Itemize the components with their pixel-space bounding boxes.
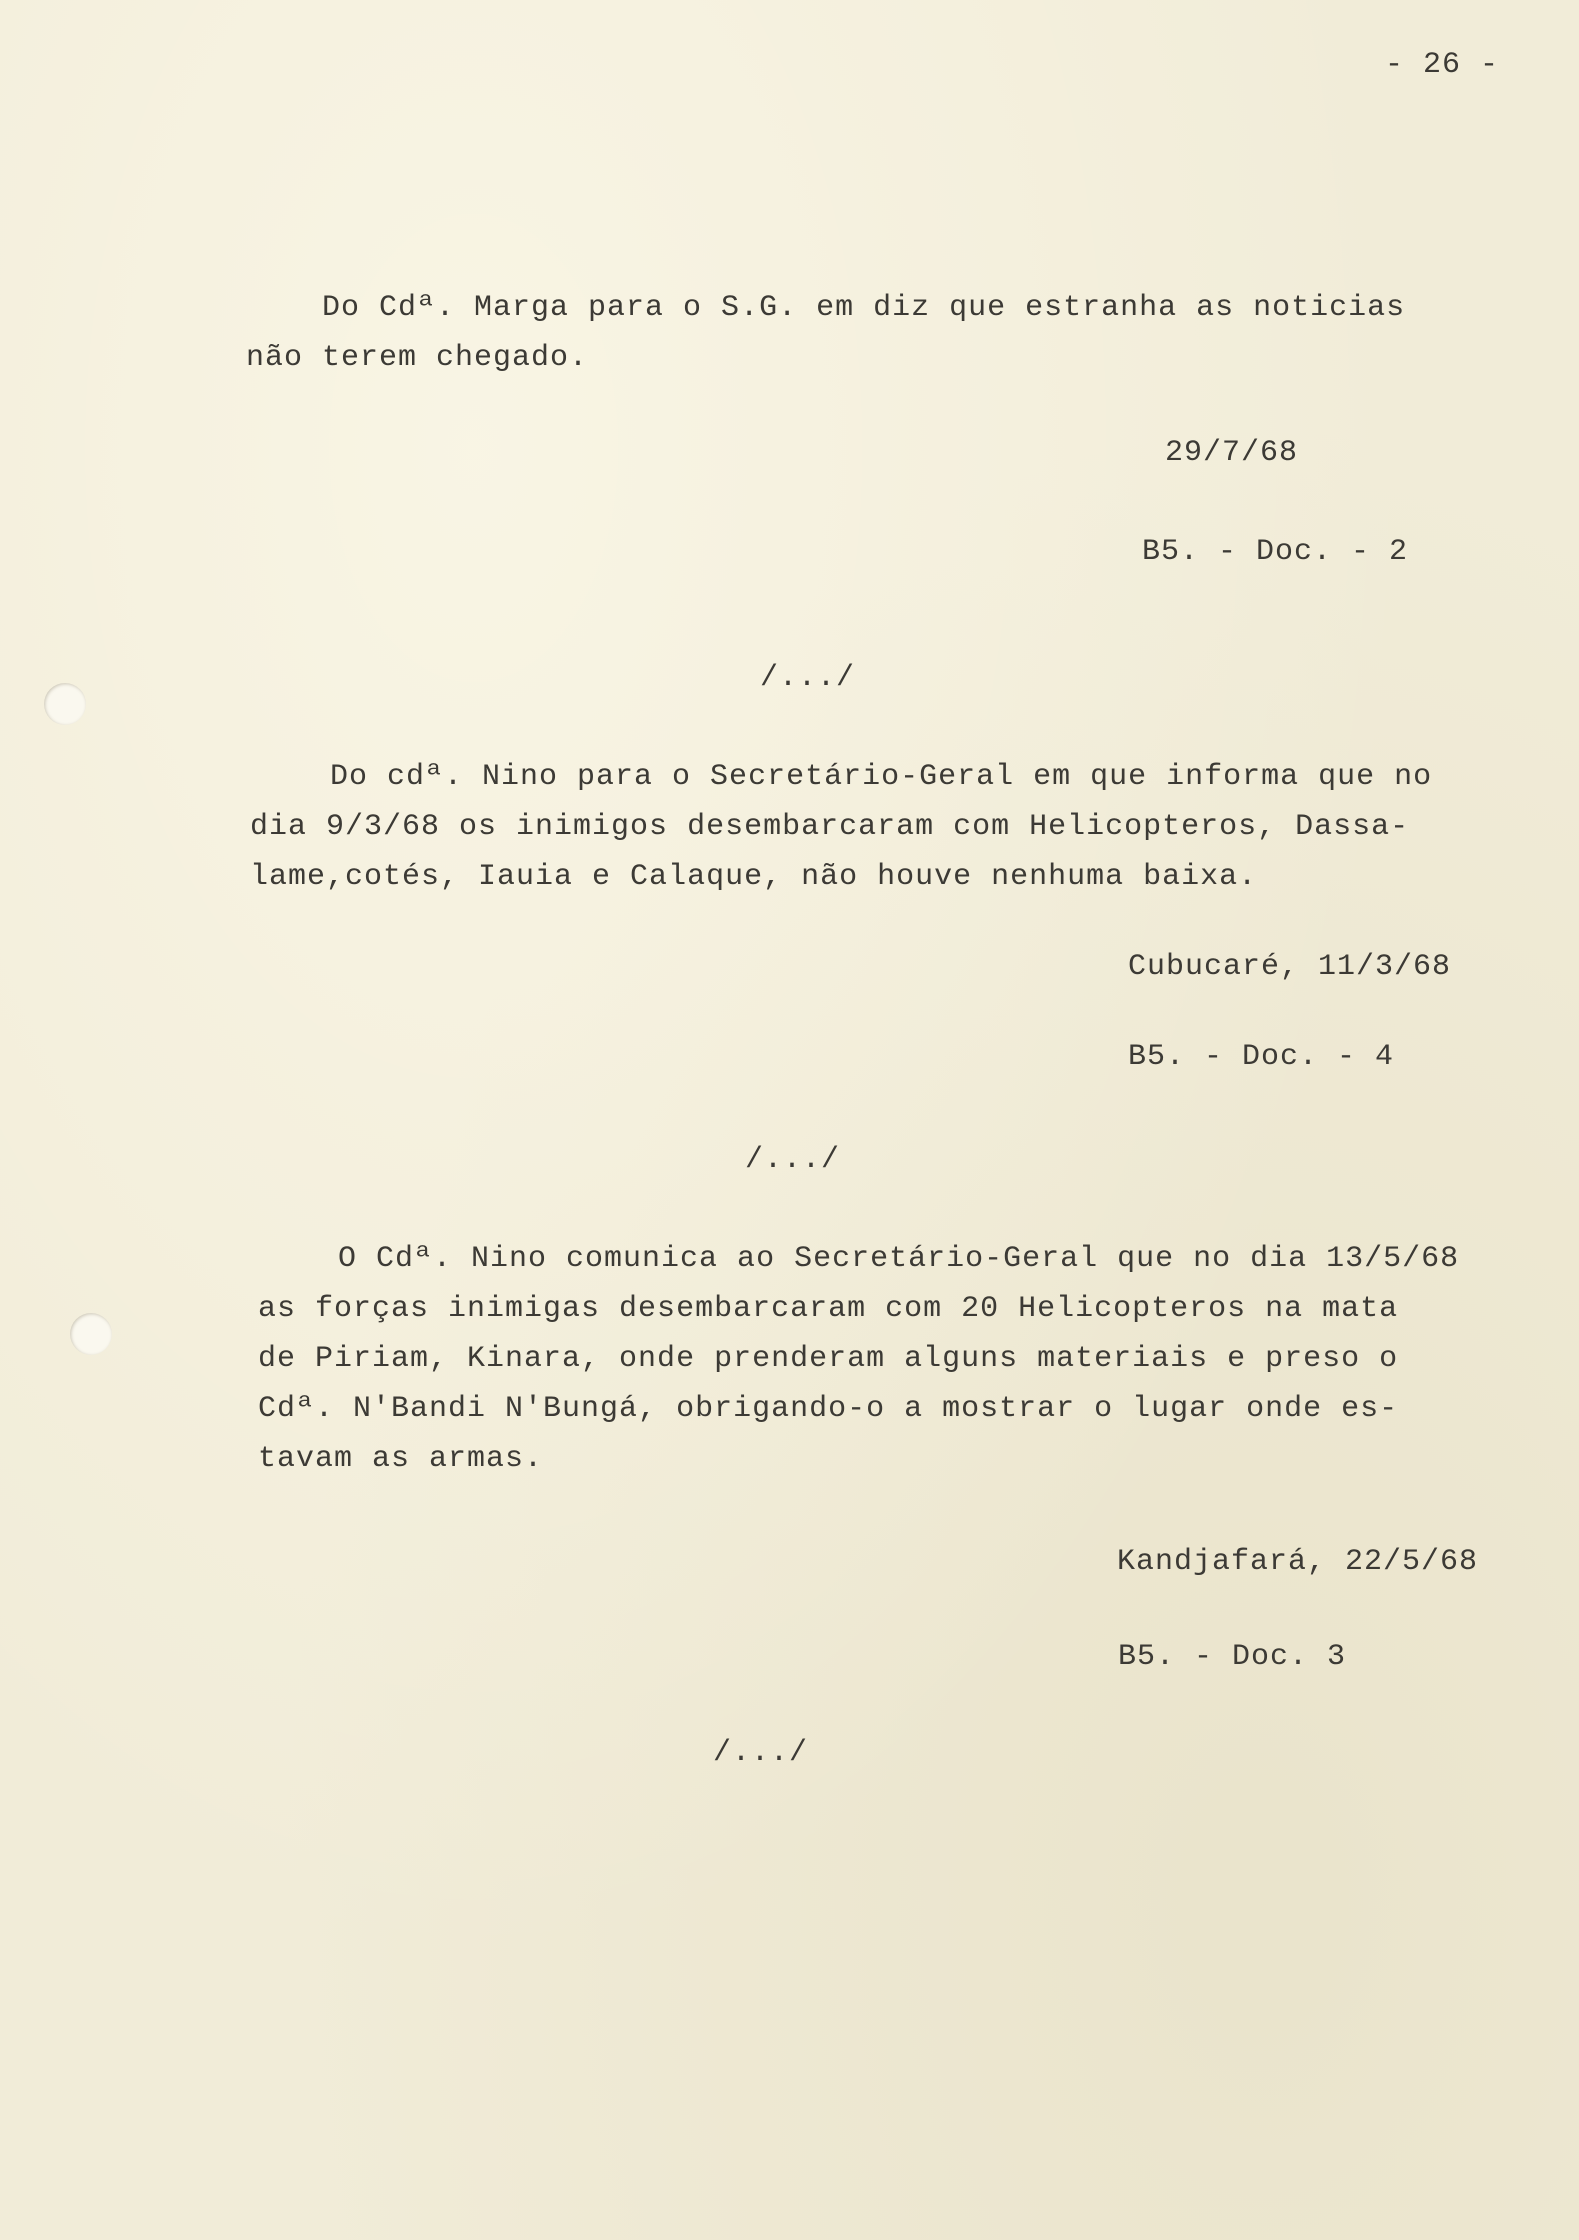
entry-3-reference: B5. - Doc. 3 <box>1118 1640 1347 1674</box>
entry-2-line-3: lame,cotés, Iauia e Calaque, não houve nenhuma baixa. <box>250 860 1258 894</box>
entry-2-reference: B5. - Doc. - 4 <box>1128 1040 1395 1074</box>
page-number: - 26 - <box>1385 48 1500 82</box>
entry-1-paragraph <box>246 283 1406 383</box>
entry-3-line-3: de Piriam, Kinara, onde prenderam alguns materiais e preso o <box>258 1342 1399 1376</box>
punch-hole-bottom <box>70 1313 112 1355</box>
entry-1-line-2: não terem chegado. <box>246 341 589 375</box>
entry-3-separator: /.../ <box>713 1736 809 1770</box>
entry-1-line-1: Do Cdª. Marga para o S.G. em diz que estranha as noticias <box>322 291 1406 325</box>
entry-2-separator: /.../ <box>745 1143 841 1177</box>
entry-2-line-2: dia 9/3/68 os inimigos desembarcaram com Helicopteros, Dassa- <box>250 810 1410 844</box>
entry-1-date: 29/7/68 <box>1165 436 1299 470</box>
entry-3-line-1: O Cdª. Nino comunica ao Secretário-Geral que no dia 13/5/68 <box>338 1242 1460 1276</box>
entry-3-line-2: as forças inimigas desembarcaram com 20 Helicopteros na mata <box>258 1292 1399 1326</box>
entry-2-line-1: Do cdª. Nino para o Secretário-Geral em que informa que no <box>330 760 1433 794</box>
entry-1-separator: /.../ <box>760 661 856 695</box>
entry-1-reference: B5. - Doc. - 2 <box>1142 535 1409 569</box>
punch-hole-top <box>44 683 86 725</box>
entry-3-line-4: Cdª. N'Bandi N'Bungá, obrigando-o a mostrar o lugar onde es- <box>258 1392 1399 1426</box>
entry-2-date: Cubucaré, 11/3/68 <box>1128 950 1452 984</box>
entry-3-line-5: tavam as armas. <box>258 1442 544 1476</box>
entry-3-paragraph <box>258 1234 1459 1484</box>
entry-2-paragraph <box>250 752 1432 902</box>
entry-3-date: Kandjafará, 22/5/68 <box>1117 1545 1479 1579</box>
